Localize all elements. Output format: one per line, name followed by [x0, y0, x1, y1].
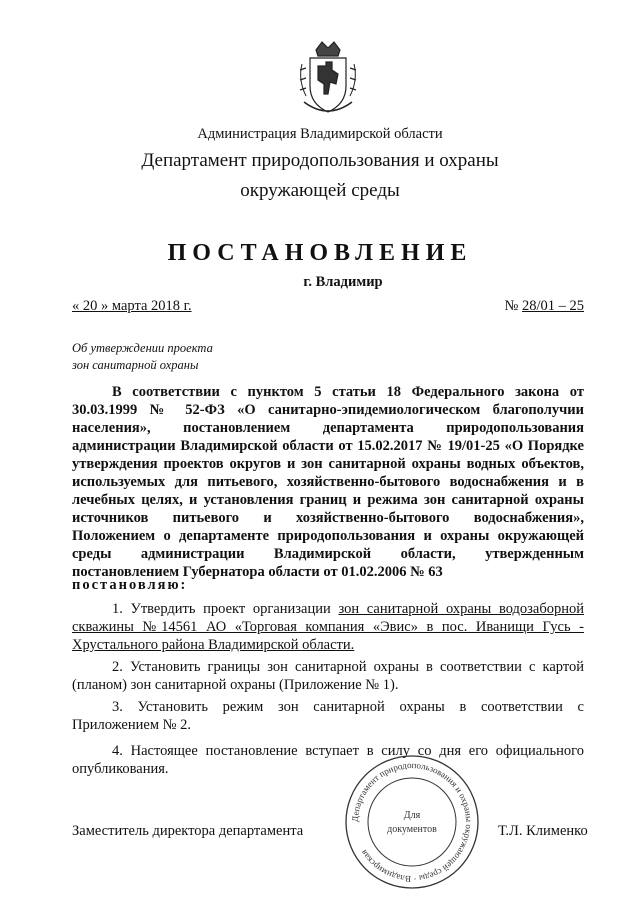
item-3: 3. Установить режим зон санитарной охраны в соответствии с Приложением № 2. — [72, 699, 584, 733]
city-line: г. Владимир — [303, 274, 383, 290]
stamp-inner-line2: документов — [387, 824, 437, 835]
document-number — [505, 298, 585, 315]
subject-block — [72, 340, 213, 374]
document-date: « 20 » марта 2018 г. — [72, 298, 192, 314]
item-1 — [72, 600, 584, 654]
stamp-inner-line1: Для — [403, 810, 421, 821]
signer-position: Заместитель директора департамента — [72, 823, 304, 839]
item-2: 2. Установить границы зон санитарной охраны в соответствии с картой (планом) зон санитарной охраны (Приложение № 1). — [72, 659, 584, 693]
administration-name: Администрация Владимирской области — [197, 126, 443, 142]
signer-name: Т.Л. Клименко — [498, 823, 588, 839]
svg-text:Департамент природопользования — [350, 760, 474, 884]
number-value: 28/01 – 25 — [521, 298, 584, 314]
number-prefix: № — [504, 298, 522, 314]
department-name-line1: Департамент природопользования и охраны — [141, 150, 499, 171]
decree-word: постановляю: — [72, 577, 188, 593]
item-1-underlined: зон санитарной охраны водозаборной скважины №14561 АО «Торговая компания «Эвис» в пос. Иванищи Гусь - Хрустального района Владимирской области. — [72, 601, 584, 653]
item-1-prefix: 1. Утвердить проект организации — [112, 601, 339, 617]
subject-line1: Об утверждении проекта — [72, 341, 213, 355]
document-type-title: ПОСТАНОВЛЕНИЕ — [167, 240, 473, 266]
preamble-paragraph: В соответствии с пунктом 5 статьи 18 Федерального закона от 30.03.1999 № 52-ФЗ «О санитарно-эпидемиологическом благополучии населения», постановлением департамента природопользования администрации Владимирской области от 15.02.2017 № 19/01-25 «О Порядке утверждения проектов округов и зон санитарной охраны водных объектов, используемых для питьевого, хозяйственно-бытового водоснабжения и в лечебных целях, и установления границ и режима зон санитарной охраны источников питьевого и хозяйственно-бытового водоснабжения», Положением о департаменте природопользования и охраны окружающей среды администрации Владимирской области, утвержденным постановлением Губернатора области от 01.02.2006 № 63 — [72, 384, 584, 580]
coat-of-arms-emblem — [296, 40, 360, 118]
department-name-line2: окружающей среды — [240, 180, 400, 201]
stamp-ring-text: Департамент природопользования и охраны окружающей среды · Владимирская — [349, 759, 475, 885]
official-stamp — [342, 752, 482, 892]
subject-line2: зон санитарной охраны — [72, 358, 199, 372]
item-4: 4. Настоящее постановление вступает в силу со дня его официального опубликования. — [72, 743, 584, 777]
